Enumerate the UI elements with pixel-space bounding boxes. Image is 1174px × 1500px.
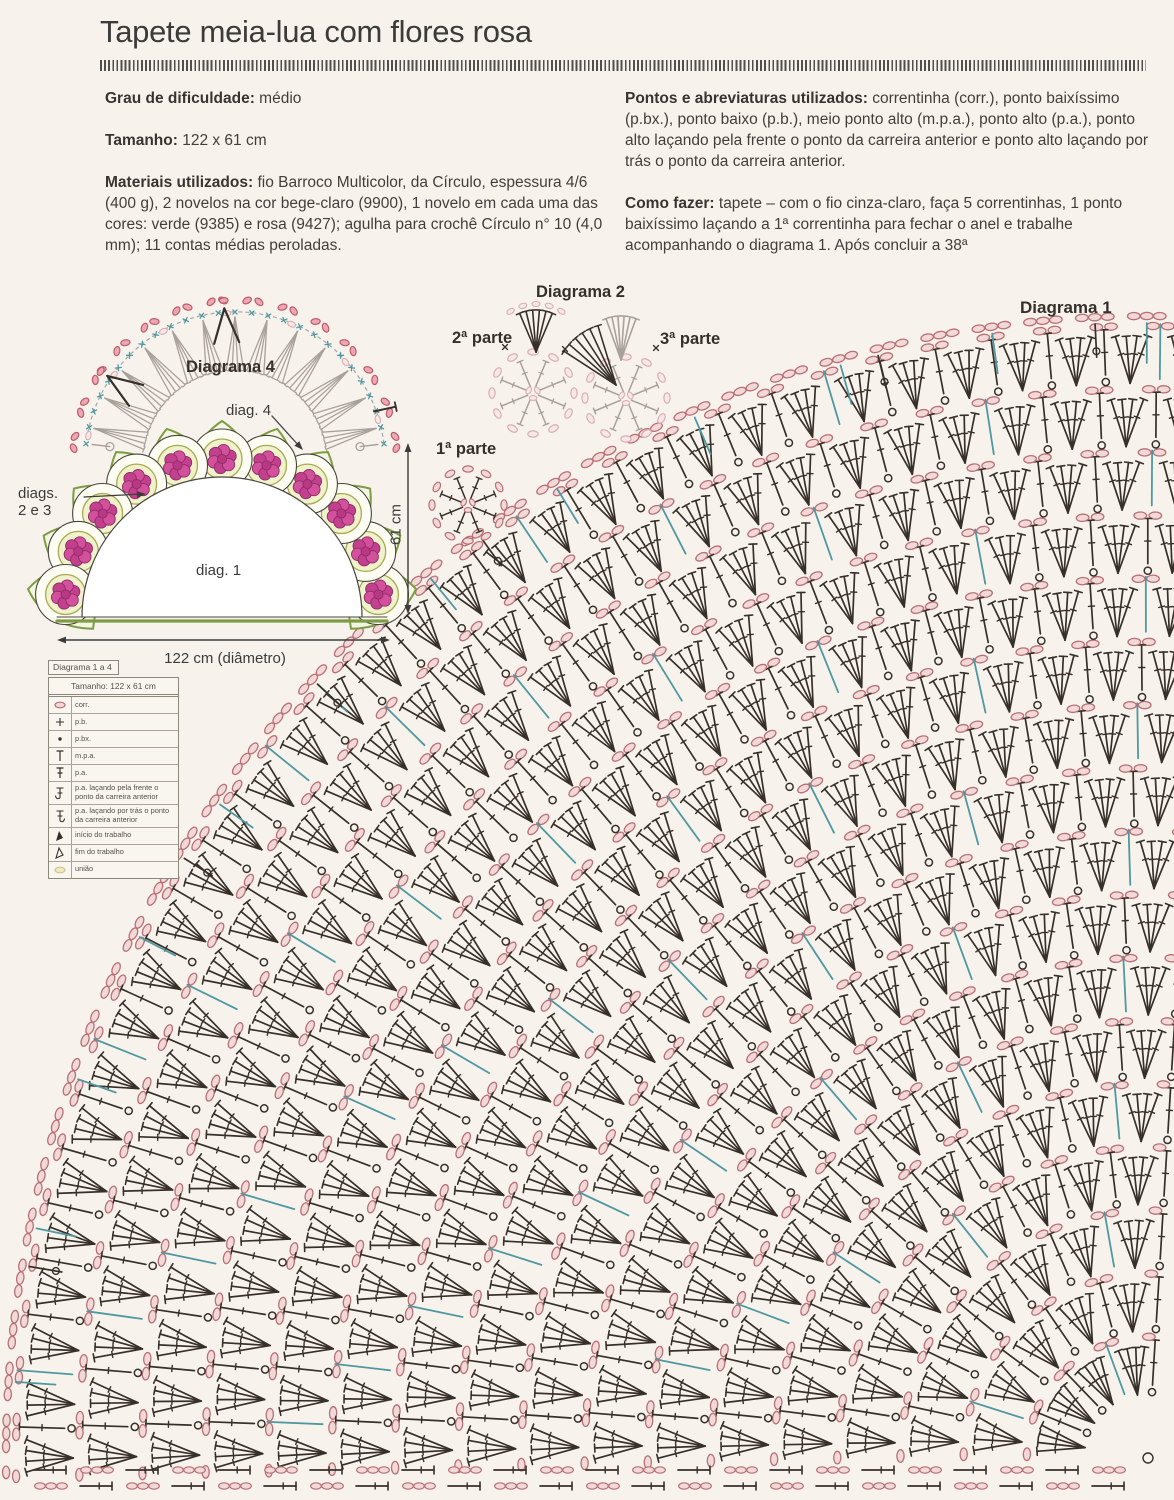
parte-3-label: 3ª parte — [660, 330, 721, 348]
legend-symbol-cell — [49, 845, 72, 861]
legend-symbol-cell — [49, 828, 72, 844]
legend-symbol-cell — [49, 765, 72, 781]
parte-2-label: 2ª parte — [452, 329, 513, 347]
legend-row — [49, 764, 178, 781]
legend-symbol-cell — [49, 805, 72, 827]
legend-row — [49, 781, 178, 804]
schematic-diags23-line2: 2 e 3 — [18, 502, 52, 519]
materials-text: fio Barroco Multicolor, da Círculo, espessura 4/6 (400 g), 2 novelos na cor bege-claro (9900), 1 novelo em cada uma das cores: verde (9385) e rosa (9427); agulha para crochê Círculo n° 10 (4,0 mm); 11 contas médias peroladas. — [105, 174, 603, 255]
howto-text: tapete – com o fio cinza-claro, faça 5 correntinhas, 1 ponto baixíssimo laçando a 1ª correntinha para fechar o anel e trabalhe acompanhando o diagrama 1. Após concluir a 38ª — [625, 195, 1123, 255]
legend-symbol-t-front-icon — [51, 786, 69, 800]
diagrama-4-title: Diagrama 4 — [186, 358, 275, 376]
legend-row — [49, 804, 178, 827]
legend-symbol-cell — [49, 731, 72, 747]
legend-symbol-cell — [49, 862, 72, 878]
schematic-diag1-ref: diag. 1 — [196, 562, 242, 579]
size-value: 122 x 61 cm — [177, 132, 267, 150]
legend-row — [49, 861, 178, 878]
legend-row-label: m.p.a. — [75, 750, 96, 760]
symbol-legend — [48, 660, 179, 879]
legend-row-label: início do trabalho — [75, 830, 132, 840]
legend-symbol-arrow-open-icon — [51, 846, 69, 860]
stitches-label: Pontos e abreviaturas utilizados: — [625, 90, 868, 107]
legend-symbol-cell — [49, 714, 72, 730]
wheel-2a-parte — [489, 302, 577, 438]
legend-size-row: Tamanho: 122 x 61 cm — [49, 678, 178, 697]
legend-row-label: p.b. — [75, 716, 88, 726]
legend-symbol-plus-icon — [51, 715, 69, 729]
difficulty-value: médio — [254, 90, 302, 107]
legend-symbol-cell — [49, 697, 72, 713]
wheel-1a-parte — [429, 466, 507, 544]
legend-symbol-dot-icon — [51, 732, 69, 746]
legend-row — [49, 827, 178, 844]
legend-symbol-cell — [49, 748, 72, 764]
schematic-diags23-line1: diags. — [18, 485, 59, 502]
legend-symbol-chain-oval-icon — [51, 698, 69, 712]
legend-rows — [49, 697, 178, 878]
legend-row — [49, 697, 178, 713]
legend-row — [49, 730, 178, 747]
howto-label: Como fazer: — [625, 195, 715, 213]
size-label: Tamanho: — [105, 132, 178, 150]
legend-row — [49, 844, 178, 861]
legend-symbol-t-back-icon — [51, 809, 69, 823]
legend-symbol-cell — [49, 782, 72, 804]
legend-symbol-t-tick-icon — [51, 766, 69, 780]
stitches-text: correntinha (corr.), ponto baixíssimo (p.bx.), ponto baixo (p.b.), meio ponto alto (m.p.a.), ponto alto (p.a.), ponto alto laçando pela frente o ponto da carreira anterior e ponto alto laçando por trás o ponto da carreira anterior. — [625, 90, 1149, 171]
parte-1-label: 1ª parte — [436, 440, 497, 458]
schematic-diags23-ref — [18, 485, 58, 519]
legend-row-label: p.a. — [75, 767, 88, 777]
legend-symbol-arrow-filled-icon — [51, 829, 69, 843]
diagrama-2-title: Diagrama 2 — [536, 283, 625, 301]
legend-row-label: p.a. laçando por trás o ponto da carreira anterior — [75, 805, 170, 824]
legend-row — [49, 747, 178, 764]
wheel-3a-parte — [562, 316, 670, 442]
schematic-diag4-ref: diag. 4 — [226, 402, 272, 419]
legend-row-label: união — [75, 864, 94, 874]
difficulty-label: Grau de dificuldade: — [105, 90, 255, 107]
legend-row-label: p.a. laçando pela frente o ponto da carreira anterior — [75, 783, 159, 801]
schematic-drawing — [28, 421, 416, 629]
legend-row-label: fim do trabalho — [75, 847, 124, 857]
legend-row-label: p.bx. — [75, 733, 92, 743]
legend-header: Diagrama 1 a 4 — [48, 660, 119, 675]
diagrama-1-title: Diagrama 1 — [1020, 298, 1112, 317]
height-dimension-label: 61 cm — [387, 504, 405, 545]
width-dimension-label: 122 cm (diâmetro) — [164, 650, 286, 667]
materials-label: Materiais utilizados: — [105, 174, 254, 192]
legend-symbol-oval-pale-icon — [51, 863, 69, 877]
legend-row — [49, 713, 178, 730]
legend-symbol-t-bar-icon — [51, 749, 69, 763]
page-title: Tapete meia-lua com flores rosa — [100, 14, 532, 49]
legend-row-label: corr. — [75, 699, 90, 709]
legend-table — [48, 677, 179, 879]
